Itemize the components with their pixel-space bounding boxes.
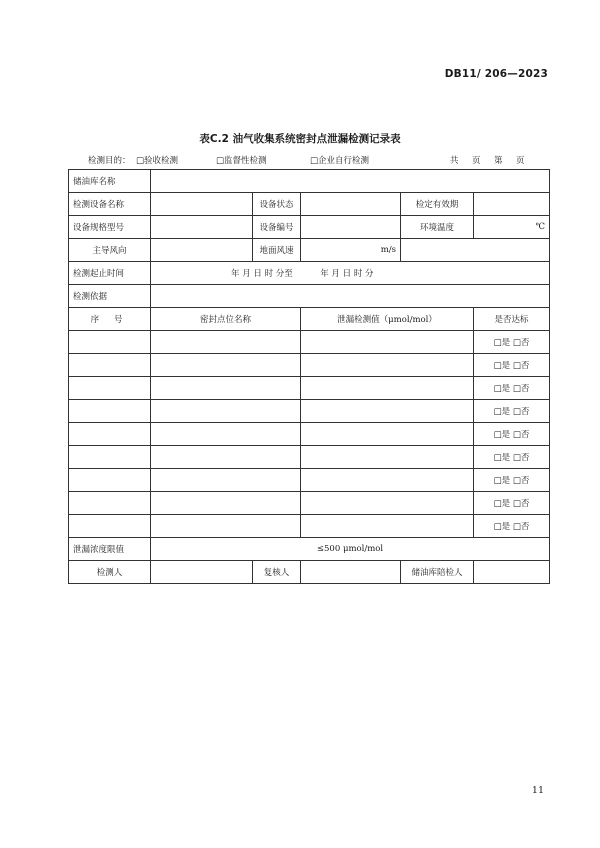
row-signatures	[69, 561, 550, 584]
point-cell[interactable]	[151, 423, 301, 446]
value-cell[interactable]	[301, 515, 474, 538]
pages-end-label: 页	[516, 156, 525, 166]
pass-cell[interactable]: □是 □否	[474, 469, 550, 492]
point-cell[interactable]	[151, 331, 301, 354]
value-cell[interactable]	[301, 331, 474, 354]
col-seq-header: 序 号	[69, 308, 151, 331]
seq-cell[interactable]	[69, 331, 151, 354]
ground-wind-label: 地面风速	[253, 239, 301, 262]
value-cell[interactable]	[301, 446, 474, 469]
inspector-field[interactable]	[151, 561, 253, 584]
seq-cell[interactable]	[69, 354, 151, 377]
col-point-header: 密封点位名称	[151, 308, 301, 331]
device-no-label: 设备编号	[253, 216, 301, 239]
pass-cell[interactable]: □是 □否	[474, 377, 550, 400]
device-status-field[interactable]	[301, 193, 401, 216]
device-no-field[interactable]	[301, 216, 401, 239]
pass-cell[interactable]: □是 □否	[474, 354, 550, 377]
pages-total-label: 共	[450, 156, 459, 166]
leak-detection-record-table	[68, 169, 550, 584]
seq-cell[interactable]	[69, 492, 151, 515]
temp-unit: ℃	[535, 222, 546, 232]
pass-cell[interactable]: □是 □否	[474, 515, 550, 538]
table-row	[69, 446, 550, 469]
pass-cell[interactable]: □是 □否	[474, 446, 550, 469]
point-cell[interactable]	[151, 515, 301, 538]
basis-label: 检测依据	[69, 285, 151, 308]
point-cell[interactable]	[151, 446, 301, 469]
page-number: 11	[531, 785, 544, 796]
value-cell[interactable]	[301, 400, 474, 423]
row-basis	[69, 285, 550, 308]
spec-model-label: 设备规格型号	[69, 216, 151, 239]
time-range-label: 检测起止时间	[69, 262, 151, 285]
escort-field[interactable]	[474, 561, 550, 584]
point-cell[interactable]	[151, 400, 301, 423]
point-cell[interactable]	[151, 469, 301, 492]
device-name-field[interactable]	[151, 193, 253, 216]
purpose-label: 检测目的：	[88, 156, 131, 166]
device-status-label: 设备状态	[253, 193, 301, 216]
row-time	[69, 262, 550, 285]
device-name-label: 检测设备名称	[69, 193, 151, 216]
ambient-temp-label: 环境温度	[401, 216, 474, 239]
table-row	[69, 354, 550, 377]
pass-cell[interactable]: □是 □否	[474, 400, 550, 423]
spec-model-field[interactable]	[151, 216, 253, 239]
table-title: 表C.2 油气收集系统密封点泄漏检测记录表	[199, 133, 401, 145]
wind-direction-label: 主导风向	[69, 239, 151, 262]
pages-page-label: 页	[472, 156, 481, 166]
pass-cell[interactable]: □是 □否	[474, 331, 550, 354]
option-self-checkbox[interactable]: □企业自行检测	[310, 156, 370, 166]
column-header-row	[69, 308, 550, 331]
value-cell[interactable]	[301, 354, 474, 377]
table-row	[69, 331, 550, 354]
inspector-label: 检测人	[69, 561, 151, 584]
table-row	[69, 515, 550, 538]
seq-cell[interactable]	[69, 423, 151, 446]
row-depot-name	[69, 170, 550, 193]
seq-cell[interactable]	[69, 377, 151, 400]
point-cell[interactable]	[151, 492, 301, 515]
basis-field[interactable]	[151, 285, 550, 308]
value-cell[interactable]	[301, 469, 474, 492]
wind-blank-field[interactable]	[401, 239, 550, 262]
seq-cell[interactable]	[69, 469, 151, 492]
point-cell[interactable]	[151, 354, 301, 377]
reviewer-field[interactable]	[301, 561, 401, 584]
document-code: DB11/ 206—2023	[444, 68, 548, 80]
row-device-name	[69, 193, 550, 216]
pages-nth-label: 第	[494, 156, 503, 166]
table-row	[69, 423, 550, 446]
calib-valid-label: 检定有效期	[401, 193, 474, 216]
seq-cell[interactable]	[69, 446, 151, 469]
col-value-header: 泄漏检测值（μmol/mol）	[301, 308, 474, 331]
wind-direction-field[interactable]	[151, 239, 253, 262]
row-spec-model	[69, 216, 550, 239]
table-row	[69, 492, 550, 515]
value-cell[interactable]	[301, 377, 474, 400]
table-row	[69, 469, 550, 492]
depot-name-field[interactable]	[151, 170, 550, 193]
escort-label: 储油库陪检人	[401, 561, 474, 584]
depot-name-label: 储油库名称	[69, 170, 151, 193]
col-pass-header: 是否达标	[474, 308, 550, 331]
ambient-temp-field[interactable]	[474, 216, 550, 239]
value-cell[interactable]	[301, 492, 474, 515]
time-range-field[interactable]	[151, 262, 550, 285]
wind-unit: m/s	[380, 245, 396, 255]
seq-cell[interactable]	[69, 515, 151, 538]
limit-label: 泄漏浓度限值	[69, 538, 151, 561]
point-cell[interactable]	[151, 377, 301, 400]
limit-value: ≤500 μmol/mol	[151, 538, 550, 561]
table-row	[69, 400, 550, 423]
reviewer-label: 复核人	[253, 561, 301, 584]
value-cell[interactable]	[301, 423, 474, 446]
ground-wind-field[interactable]	[301, 239, 401, 262]
pass-cell[interactable]: □是 □否	[474, 492, 550, 515]
calib-valid-field[interactable]	[474, 193, 550, 216]
table-row	[69, 377, 550, 400]
time-to: 年 月 日 时 分	[320, 269, 374, 279]
row-wind	[69, 239, 550, 262]
seq-cell[interactable]	[69, 400, 151, 423]
option-supervision-checkbox[interactable]: □监督性检测	[216, 156, 267, 166]
row-limit	[69, 538, 550, 561]
pass-cell[interactable]: □是 □否	[474, 423, 550, 446]
time-from: 年 月 日 时 分至	[231, 269, 293, 279]
option-acceptance-checkbox[interactable]: □验收检测	[136, 156, 179, 166]
